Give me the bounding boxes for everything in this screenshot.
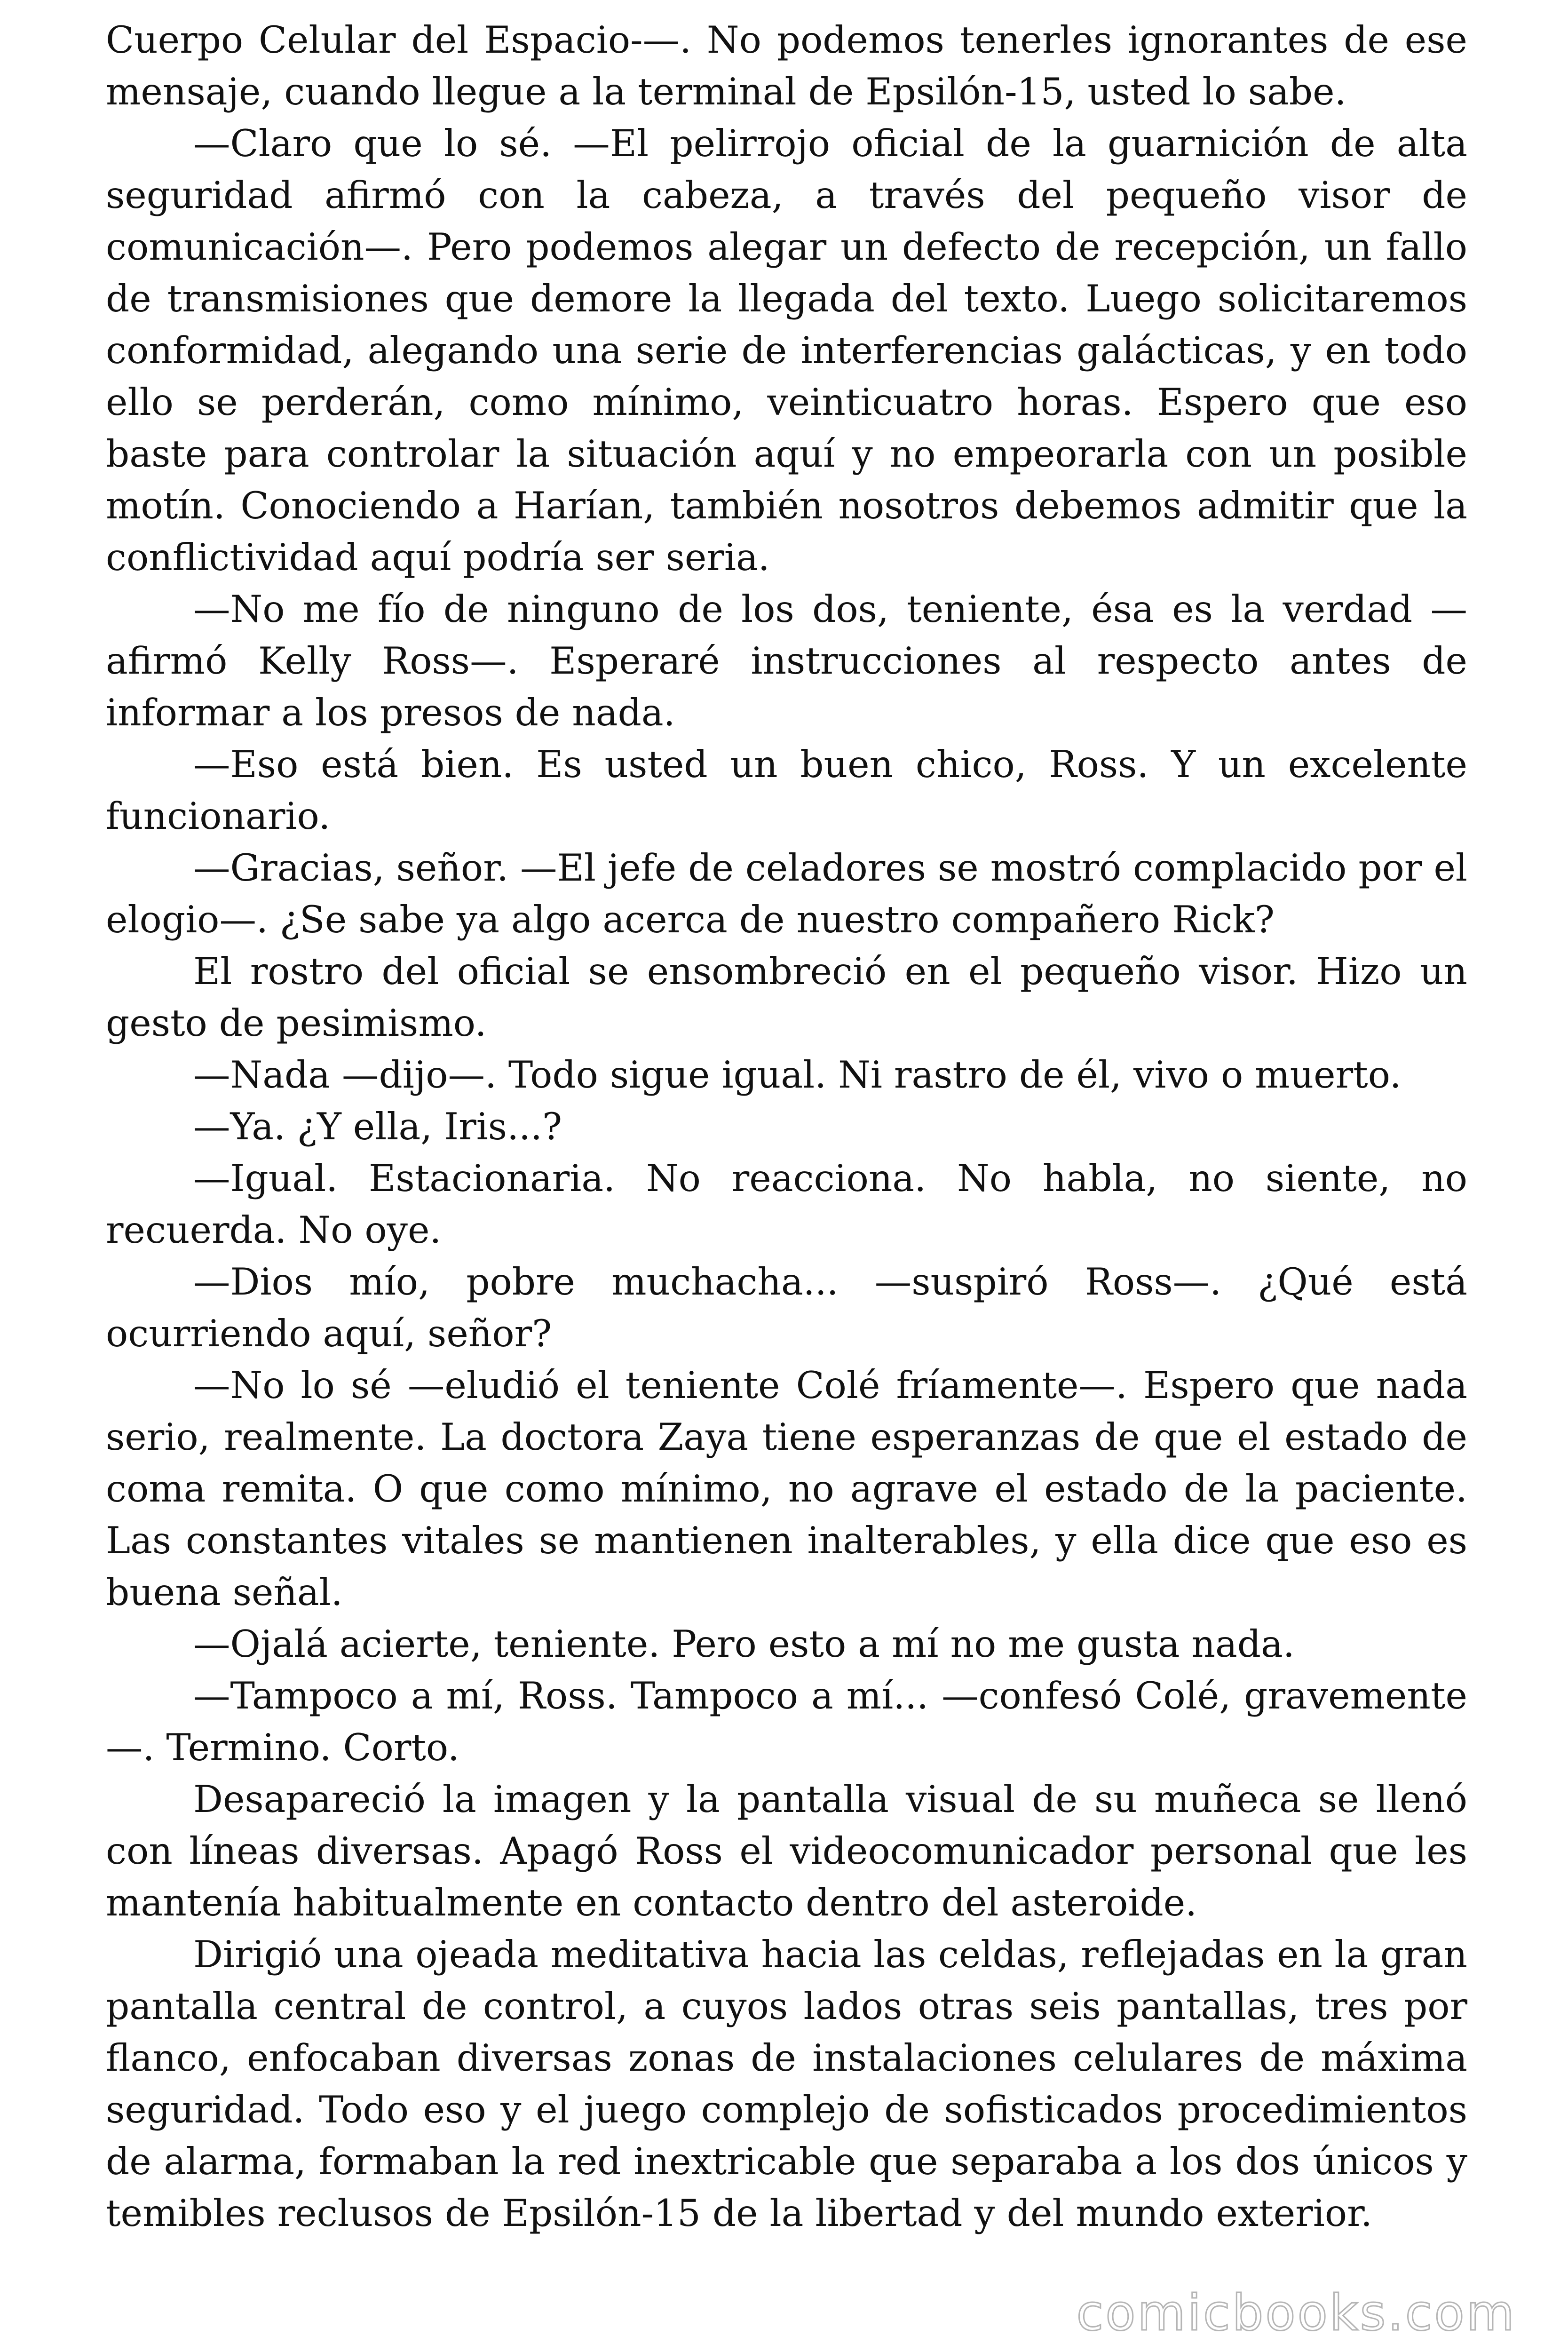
page-body [106,14,1467,2239]
paragraph: —Gracias, señor. —El jefe de celadores se mostró complacido por el elogio—. ¿Se sabe ya algo acerca de nuestro compañero Rick? [106,846,1467,941]
paragraph: —Tampoco a mí, Ross. Tampoco a mí... —confesó Colé, gravemente—. Termino. Corto. [106,1674,1467,1769]
paragraph: —Ojalá acierte, teniente. Pero esto a mí no me gusta nada. [193,1622,1295,1666]
paragraph: —Ya. ¿Y ella, Iris...? [193,1105,562,1148]
paragraph: Dirigió una ojeada meditativa hacia las celdas, reflejadas en la gran pantalla central de control, a cuyos lados otras seis pantallas, tres por flanco, enfocaban diversas zonas de instalaciones celulares de máxima seguridad. Todo eso y el juego complejo de sofisticados procedimientos de alarma, formaban la red inextricable que separaba a los dos únicos y temibles reclusos de Epsilón-15 de la libertad y del mundo exterior. [106,1933,1467,2235]
paragraph: —Nada —dijo—. Todo sigue igual. Ni rastro de él, vivo o muerto. [193,1053,1402,1097]
paragraph: —Igual. Estacionaria. No reacciona. No habla, no siente, no recuerda. No oye. [106,1157,1467,1252]
paragraph: Desapareció la imagen y la pantalla visual de su muñeca se llenó con líneas diversas. Apagó Ross el videocomunicador personal que les mantenía habitualmente en contacto dentro del asteroide. [106,1778,1467,1924]
paragraph: —Eso está bien. Es usted un buen chico, Ross. Y un excelente funcionario. [106,743,1467,838]
paragraph: —Claro que lo sé. —El pelirrojo oficial de la guarnición de alta seguridad afirmó con la cabeza, a través del pequeño visor de comunicación—. Pero podemos alegar un defecto de recepción, un fallo de transmisiones que demore la llegada del texto. Luego solicitaremos conformidad, alegando una serie de interferencias galácticas, y en todo ello se perderán, como mínimo, veinticuatro horas. Espero que eso baste para controlar la situación aquí y no empeorarla con un posible motín. Conociendo a Harían, también nosotros debemos admitir que la conflictividad aquí podría ser seria. [106,122,1467,579]
paragraph: El rostro del oficial se ensombreció en el pequeño visor. Hizo un gesto de pesimismo. [106,950,1467,1045]
paragraph: Cuerpo Celular del Espacio-—. No podemos tenerles ignorantes de ese mensaje, cuando llegue a la terminal de Epsilón-15, usted lo sabe. [106,18,1467,113]
watermark: comicbooks.com [1076,2284,1516,2342]
paragraph: —No lo sé —eludió el teniente Colé fríamente—. Espero que nada serio, realmente. La doctora Zaya tiene esperanzas de que el estado de coma remita. O que como mínimo, no agrave el estado de la paciente. Las constantes vitales se mantienen inalterables, y ella dice que eso es buena señal. [106,1364,1467,1614]
paragraph: —Dios mío, pobre muchacha... —suspiró Ross—. ¿Qué está ocurriendo aquí, señor? [106,1260,1467,1355]
paragraph: —No me fío de ninguno de los dos, teniente, ésa es la verdad —afirmó Kelly Ross—. Esperaré instrucciones al respecto antes de informar a los presos de nada. [106,588,1467,734]
